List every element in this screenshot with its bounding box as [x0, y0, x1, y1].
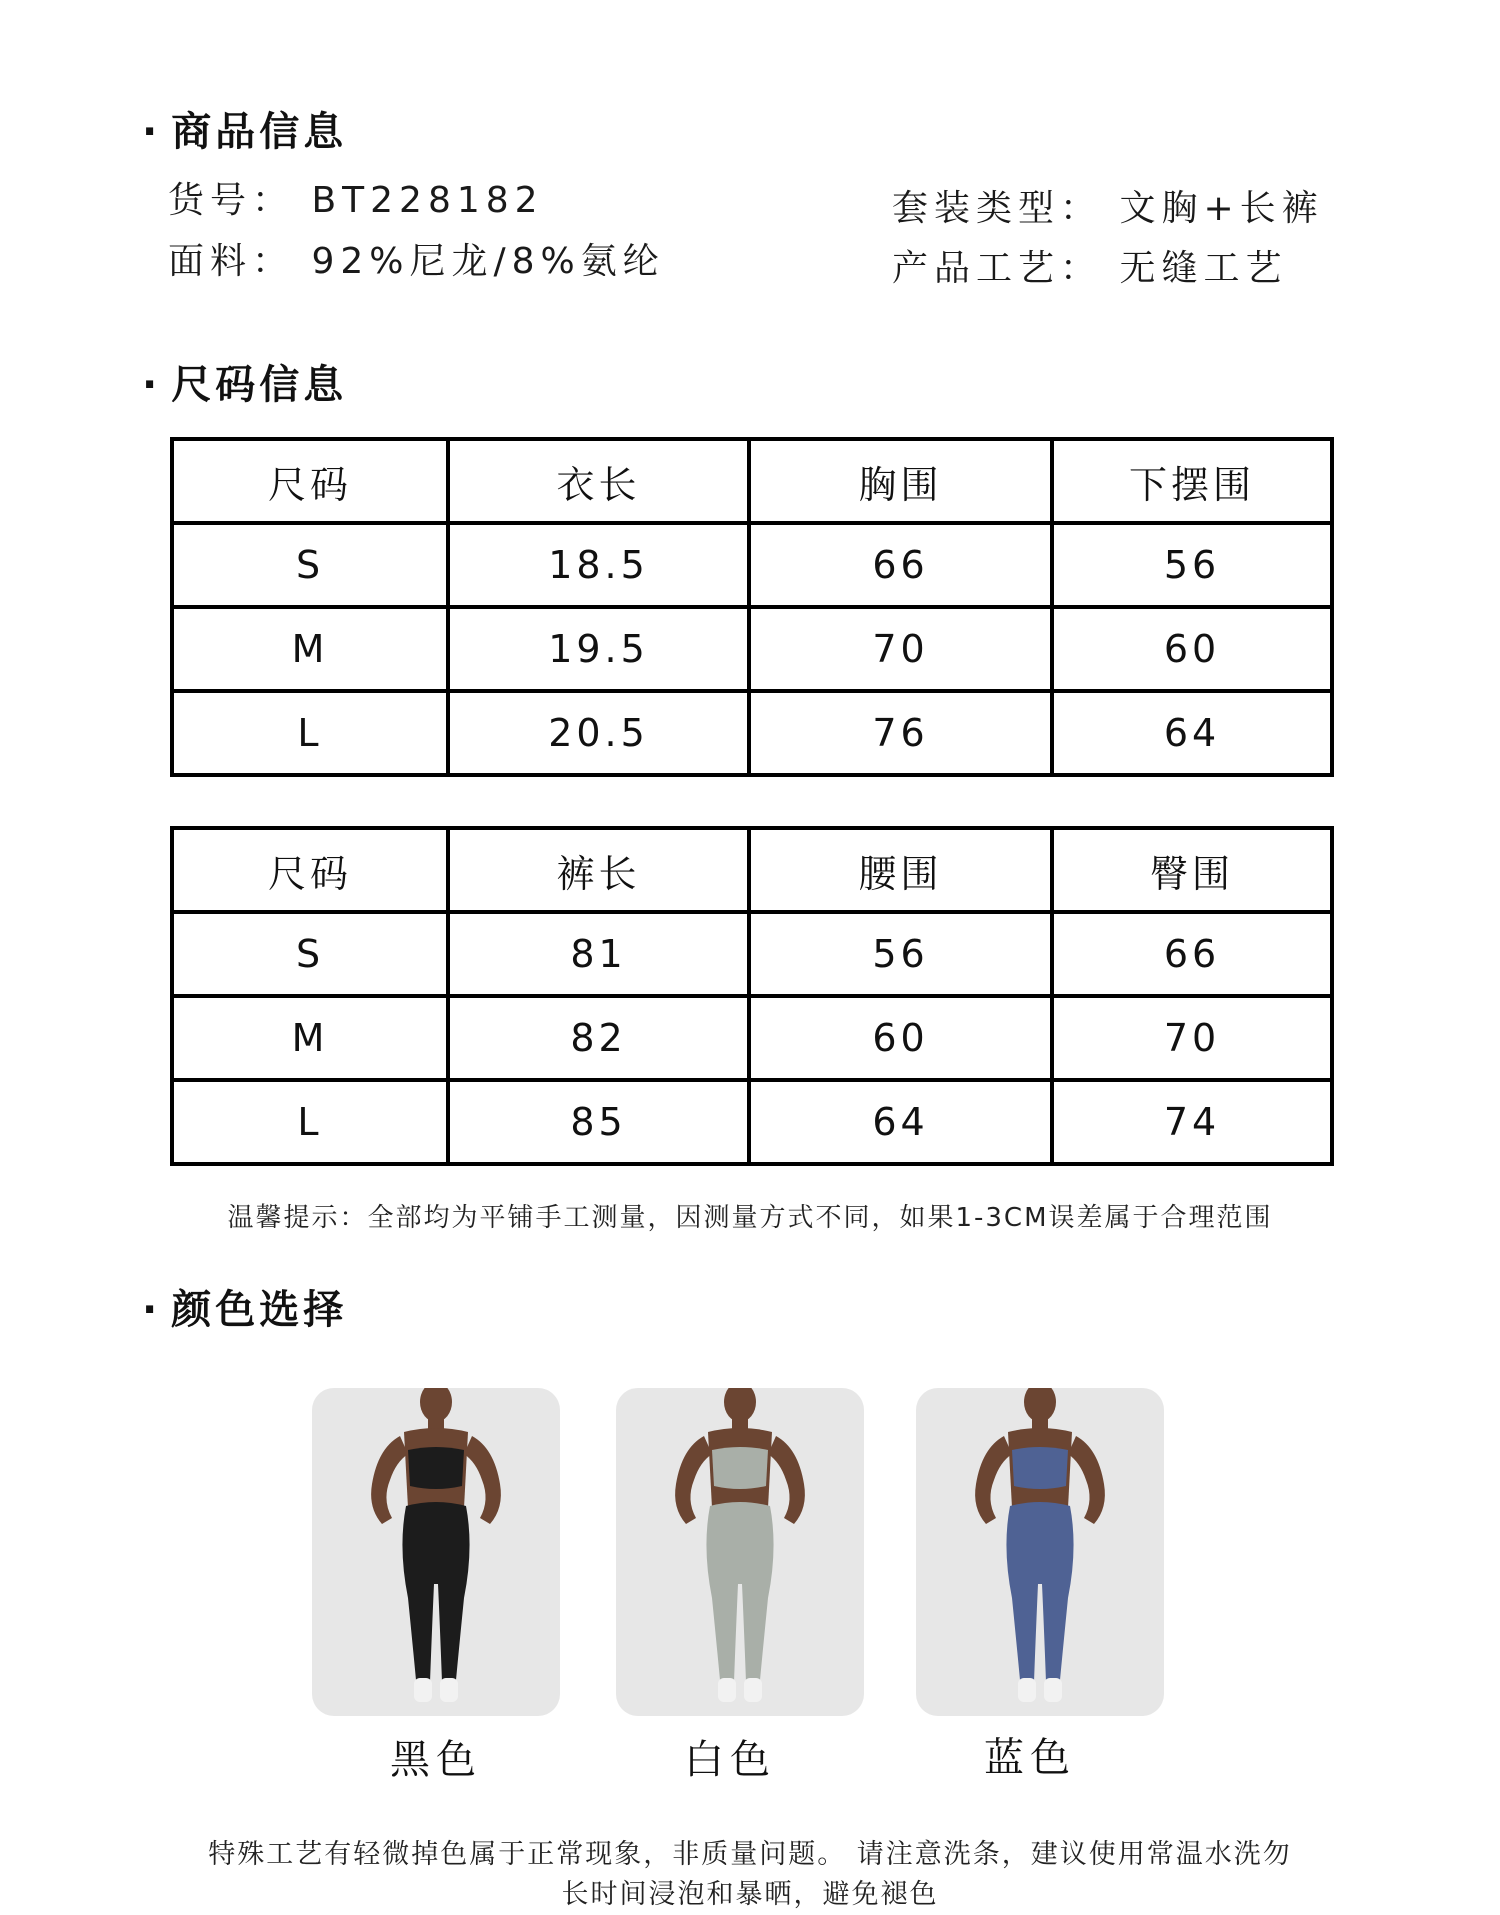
- care-note-line-2: 长时间浸泡和暴晒，避免褪色: [561, 1879, 939, 1910]
- model-arm-left: [975, 1436, 1012, 1524]
- table-cell: 60: [1052, 607, 1332, 691]
- table-cell: 66: [1052, 912, 1332, 996]
- table-header-cell: 尺码: [172, 828, 448, 912]
- model-figure: [616, 1388, 864, 1716]
- table-header-cell: 腰围: [749, 828, 1052, 912]
- table-cell: 81: [448, 912, 749, 996]
- model-leggings: [706, 1502, 773, 1682]
- care-note-line-1: 特殊工艺有轻微掉色属于正常现象，非质量问题。 请注意洗条，建议使用常温水洗勿: [208, 1839, 1292, 1870]
- table-cell: 64: [1052, 691, 1332, 775]
- color-select-title: [142, 1278, 347, 1335]
- model-arm-right: [1068, 1436, 1105, 1524]
- table-row: [172, 1080, 1332, 1164]
- model-sock-left: [1018, 1678, 1036, 1702]
- model-sock-right: [440, 1678, 458, 1702]
- table-header-cell: 裤长: [448, 828, 749, 912]
- color-label-blue: 蓝色: [984, 1735, 1076, 1781]
- fabric-info: 面料： 92%尼龙/8%氨纶: [168, 241, 665, 282]
- table-cell: 56: [749, 912, 1052, 996]
- color-option-blue[interactable]: [916, 1388, 1164, 1716]
- table-cell: M: [172, 607, 448, 691]
- process-info: 产品工艺： 无缝工艺: [892, 248, 1288, 289]
- table-cell: 70: [1052, 996, 1332, 1080]
- model-arm-left: [675, 1436, 712, 1524]
- table-cell: 19.5: [448, 607, 749, 691]
- table-header-cell: 胸围: [749, 439, 1052, 523]
- table-header-cell: 臀围: [1052, 828, 1332, 912]
- table-cell: 20.5: [448, 691, 749, 775]
- model-arm-left: [371, 1436, 408, 1524]
- product-info-title-text: 商品信息: [171, 109, 348, 155]
- model-bra: [712, 1447, 768, 1489]
- color-select-title-text: 颜色选择: [171, 1287, 348, 1333]
- model-leggings: [402, 1502, 469, 1682]
- top-size-table: [170, 437, 1334, 777]
- model-sock-right: [744, 1678, 762, 1702]
- model-figure: [312, 1388, 560, 1716]
- table-cell: 85: [448, 1080, 749, 1164]
- color-option-white[interactable]: [616, 1388, 864, 1716]
- size-info-title-text: 尺码信息: [171, 362, 348, 408]
- table-cell: 70: [749, 607, 1052, 691]
- model-sock-left: [718, 1678, 736, 1702]
- table-row: [172, 912, 1332, 996]
- table-row: [172, 523, 1332, 607]
- table-cell: S: [172, 912, 448, 996]
- table-cell: L: [172, 691, 448, 775]
- table-header-row: [172, 439, 1332, 523]
- table-cell: S: [172, 523, 448, 607]
- table-cell: 64: [749, 1080, 1052, 1164]
- model-leggings: [1006, 1502, 1073, 1682]
- color-label-white: 白色: [684, 1737, 776, 1783]
- measurement-note: 温馨提示：全部均为平铺手工测量，因测量方式不同，如果1-3CM误差属于合理范围: [227, 1203, 1273, 1233]
- table-header-row: [172, 828, 1332, 912]
- model-bra: [1012, 1447, 1068, 1489]
- model-bra: [408, 1447, 464, 1489]
- model-arm-right: [464, 1436, 501, 1524]
- model-sock-right: [1044, 1678, 1062, 1702]
- table-cell: 74: [1052, 1080, 1332, 1164]
- table-header-cell: 下摆围: [1052, 439, 1332, 523]
- table-row: [172, 996, 1332, 1080]
- table-cell: 66: [749, 523, 1052, 607]
- bullet-dot: ·: [142, 109, 162, 155]
- table-header-cell: 尺码: [172, 439, 448, 523]
- table-cell: 82: [448, 996, 749, 1080]
- table-cell: 60: [749, 996, 1052, 1080]
- color-label-black: 黑色: [390, 1737, 482, 1783]
- bottom-size-table: [170, 826, 1334, 1166]
- table-header-cell: 衣长: [448, 439, 749, 523]
- size-info-title: [142, 353, 347, 410]
- table-cell: M: [172, 996, 448, 1080]
- bullet-dot: ·: [142, 1287, 162, 1333]
- bullet-dot: ·: [142, 362, 162, 408]
- table-cell: 18.5: [448, 523, 749, 607]
- care-note: [150, 1835, 1350, 1915]
- table-cell: L: [172, 1080, 448, 1164]
- model-figure: [916, 1388, 1164, 1716]
- item-number: 货号： BT228182: [168, 180, 544, 221]
- table-cell: 76: [749, 691, 1052, 775]
- model-sock-left: [414, 1678, 432, 1702]
- table-row: [172, 691, 1332, 775]
- product-info-title: [142, 100, 347, 157]
- color-option-black[interactable]: [312, 1388, 560, 1716]
- table-row: [172, 607, 1332, 691]
- table-cell: 56: [1052, 523, 1332, 607]
- model-arm-right: [768, 1436, 805, 1524]
- set-type: 套装类型： 文胸+长裤: [892, 188, 1324, 229]
